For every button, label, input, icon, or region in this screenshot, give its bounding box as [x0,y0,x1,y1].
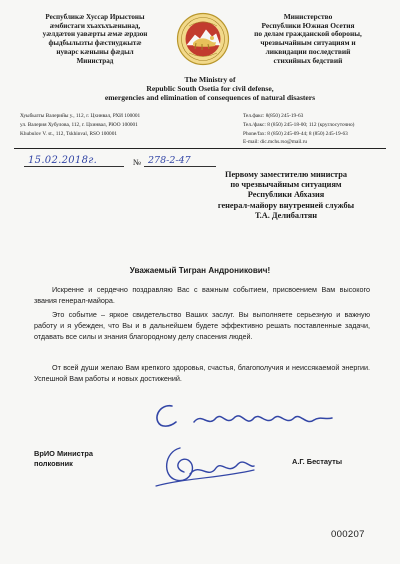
header-russian-line: по делам гражданской обороны, [254,29,362,39]
header-english-line: The Ministry of [184,75,236,84]
header-russian-line: Республики Южная Осетия [261,20,355,30]
header-english [60,75,360,102]
header-russian-line: чрезвычайным ситуациям и [260,38,356,48]
signatory-title [34,449,93,469]
addressee-line: Первому заместителю министра [225,170,347,179]
addressee-block [196,170,376,221]
header-russian-line: Министерство [283,12,333,21]
addressee-line: Республики Абхазия [247,190,325,200]
signatory-name: А.Г. Бестауты [292,457,343,466]
body-paragraph: Искренне и сердечно поздравляю Вас с важным событием, присвоением Вам высокого звания генерал-майора. [34,285,370,305]
salutation: Уважаемый Тигран Андроникович! [129,266,271,275]
contact-line: E-mail: dic.mchs.rso@mail.ru [243,139,308,146]
header-ossetian-line: æмбистаги хъахъхъæнынад, [49,21,141,30]
signatory-title-line: полковник [34,459,73,469]
header-russian-line: стихийных бедствий [273,55,343,65]
body-paragraph: От всей души желаю Вам крепкого здоровья, счастья, благополучия и неиссякаемой энергии. Успешной Вам работы и новых достижений. [34,363,370,383]
contact-line: Тел.факс: 8(850) 245-19-63 [243,113,304,119]
number-sign: № [133,157,142,167]
header-russian [236,13,380,65]
address-block [20,112,210,139]
serial-number: 000207 [331,529,365,540]
number-underline [144,166,216,167]
header-ossetian-line: Республикæ Хуссар Ирыстоны [45,13,145,21]
signature-handwritten [150,440,260,490]
closing-handwritten [150,398,340,434]
address-line: Khubulov V. st., 112, Tskhinval, RSO 100001 [20,130,117,137]
contact-line: Phone/fax: 8 (850) 245-09-44; 8 (850) 245-19-63 [243,130,348,137]
header-english-line: emergencies and elimination of consequences of natural disasters [104,93,316,102]
header-russian-line: ликвидации последствий [265,46,351,56]
address-line: ул. Валерия Хубулова, 112, г. Цхинвал, РЮО 100001 [20,121,138,128]
date-handwritten: 15.02.2018г. [28,155,98,166]
header-ossetian-line: уæлдæтон уавæрты æмæ æрдзон [42,30,148,39]
header-ossetian-line: нуварс кæныны фæдыл [56,47,134,56]
contact-block [243,112,383,147]
body-paragraph: Это событие – яркое свидетельство Ваших заслуг. Вы выполняете серьезную и важную работу и я убежден, что Вы и в дальнейшем будете эффективно решать поставленные задачи, отдавать все силы и знания благородному делу спасения людей. [34,310,370,341]
reference-number-handwritten: 278-2-47 [148,155,191,166]
header-ossetian-line: фыдбылызты фæстиуджытæ [48,39,142,48]
header-divider [14,148,386,149]
coat-of-arms-icon [176,12,230,66]
signatory-title-line: ВрИО Министра [34,449,94,458]
addressee-line: генерал-майору внутренней службы [217,200,355,210]
header-ossetian-line: Министрад [76,56,114,65]
addressee-line: Т.А. Делибалтян [254,210,318,220]
date-underline [24,166,124,167]
addressee-line: по чрезвычайным ситуациям [230,180,342,190]
header-ossetian [20,13,170,65]
address-line: Хуыбылты Валерийы у., 112, г. Цхинвал, РХИ 100001 [20,113,141,119]
header-english-line: Republic South Osetia for civil defense, [146,84,274,93]
contact-line: Тел./факс: 8 (850) 245-18-00; 112 (круглосуточно) [243,121,355,128]
